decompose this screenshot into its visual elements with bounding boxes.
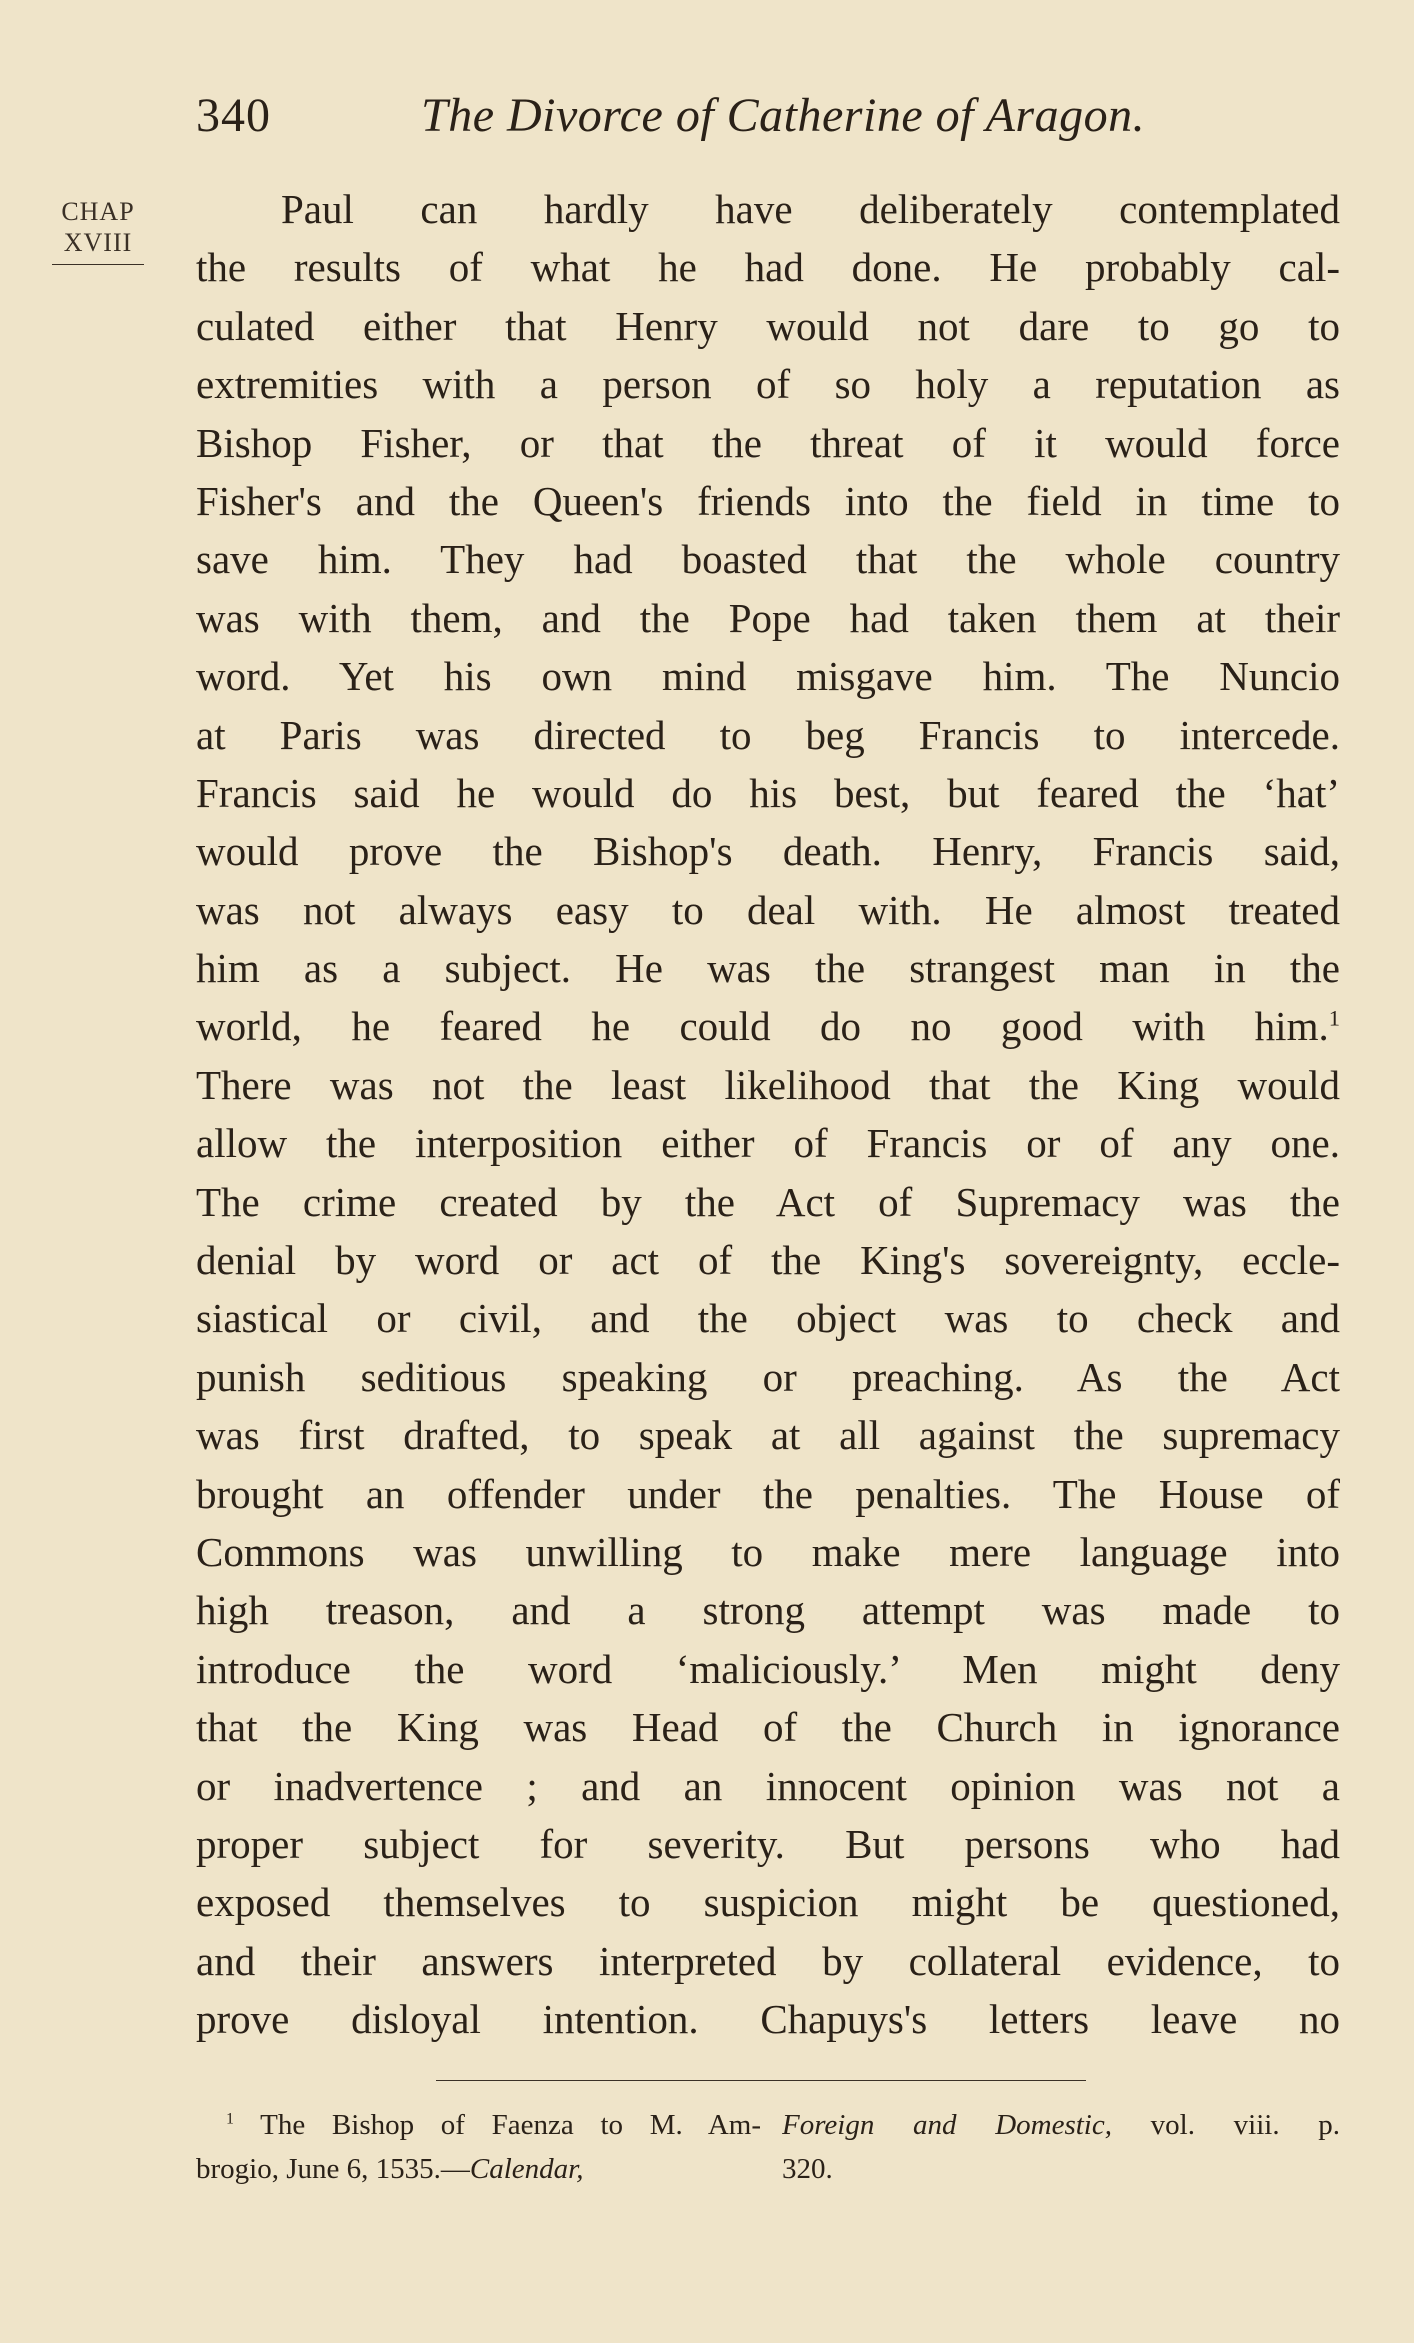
footnote-left-column (196, 2103, 761, 2191)
chapter-label: CHAP (61, 197, 135, 226)
text-line: Paul can hardly have deliberately contemplated (281, 186, 1340, 232)
text-line: would prove the Bishop's death. Henry, Francis said, (196, 828, 1340, 875)
text-line: extremities with a person of so holy a reputation as (196, 361, 1340, 408)
chapter-number: XVIII (63, 228, 133, 257)
chapter-margin-note (48, 196, 148, 265)
text-line: high treason, and a strong attempt was made to (196, 1587, 1340, 1634)
text-line: Commons was unwilling to make mere language into (196, 1528, 1340, 1575)
text-line: that the King was Head of the Church in ignorance (196, 1704, 1340, 1751)
text-line: brought an offender under the penalties. The House of (196, 1470, 1340, 1517)
footnote-line (196, 2103, 761, 2147)
text-line: him as a subject. He was the strangest man in the (196, 945, 1340, 992)
text-line: denial by word or act of the King's sovereignty, eccle- (196, 1237, 1340, 1284)
running-head (196, 86, 1336, 146)
text-line-content: world, he feared he could do no good with him. (196, 1003, 1329, 1050)
chapter-rule (52, 264, 144, 265)
text-line: punish seditious speaking or preaching. As the Act (196, 1353, 1340, 1400)
text-line: There was not the least likelihood that the King would (196, 1061, 1340, 1108)
text-line: prove disloyal intention. Chapuys's letters leave no (196, 1996, 1340, 2043)
text-line: introduce the word ‘maliciously.’ Men might deny (196, 1645, 1340, 1692)
footnote-line (196, 2147, 761, 2191)
text-line: Francis said he would do his best, but feared the ‘hat’ (196, 769, 1340, 816)
footnote-reference: 1 (1328, 1005, 1340, 1031)
text-line: culated either that Henry would not dare to go to (196, 302, 1340, 349)
text-line: the results of what he had done. He probably cal- (196, 244, 1340, 291)
footnote-separator (436, 2080, 1086, 2081)
text-line: was with them, and the Pope had taken them at their (196, 594, 1340, 641)
body-text (196, 180, 1340, 2049)
text-line: Bishop Fisher, or that the threat of it would force (196, 419, 1340, 466)
text-line: The crime created by the Act of Supremacy was the (196, 1178, 1340, 1225)
text-line: siastical or civil, and the object was to check and (196, 1295, 1340, 1342)
text-line: Fisher's and the Queen's friends into the field in time to (196, 477, 1340, 524)
text-line-with-footnote-ref (196, 997, 1340, 1055)
text-line: word. Yet his own mind misgave him. The Nuncio (196, 653, 1340, 700)
footnote-line: 320. (782, 2153, 833, 2185)
book-title: The Divorce of Catherine of Aragon. (421, 89, 1146, 142)
text-line: allow the interposition either of Francis or of any one. (196, 1120, 1340, 1167)
footnote-text: The Bishop of Faenza to M. Am- (260, 2109, 761, 2141)
footnote-italic-text: Calendar, (469, 2153, 584, 2185)
text-line: and their answers interpreted by collateral evidence, to (196, 1937, 1340, 1984)
text-line: save him. They had boasted that the whole country (196, 536, 1340, 583)
text-line: proper subject for severity. But persons who had (196, 1820, 1340, 1867)
text-line: exposed themselves to suspicion might be questioned, (196, 1879, 1340, 1926)
text-line: was first drafted, to speak at all against the supremacy (196, 1412, 1340, 1459)
footnote-line (782, 2103, 1340, 2147)
footnote-text: brogio, June 6, 1535.— (196, 2153, 470, 2185)
footnote-right-column (782, 2103, 1340, 2191)
footnote-italic-text: Foreign and Domestic, (782, 2109, 1112, 2141)
text-line: was not always easy to deal with. He almost treated (196, 886, 1340, 933)
footnote-text: vol. viii. p. (1111, 2109, 1340, 2141)
page-number: 340 (196, 89, 271, 142)
text-line: at Paris was directed to beg Francis to intercede. (196, 711, 1340, 758)
footnote-marker: 1 (226, 2110, 234, 2128)
text-line: or inadvertence ; and an innocent opinion was not a (196, 1762, 1340, 1809)
